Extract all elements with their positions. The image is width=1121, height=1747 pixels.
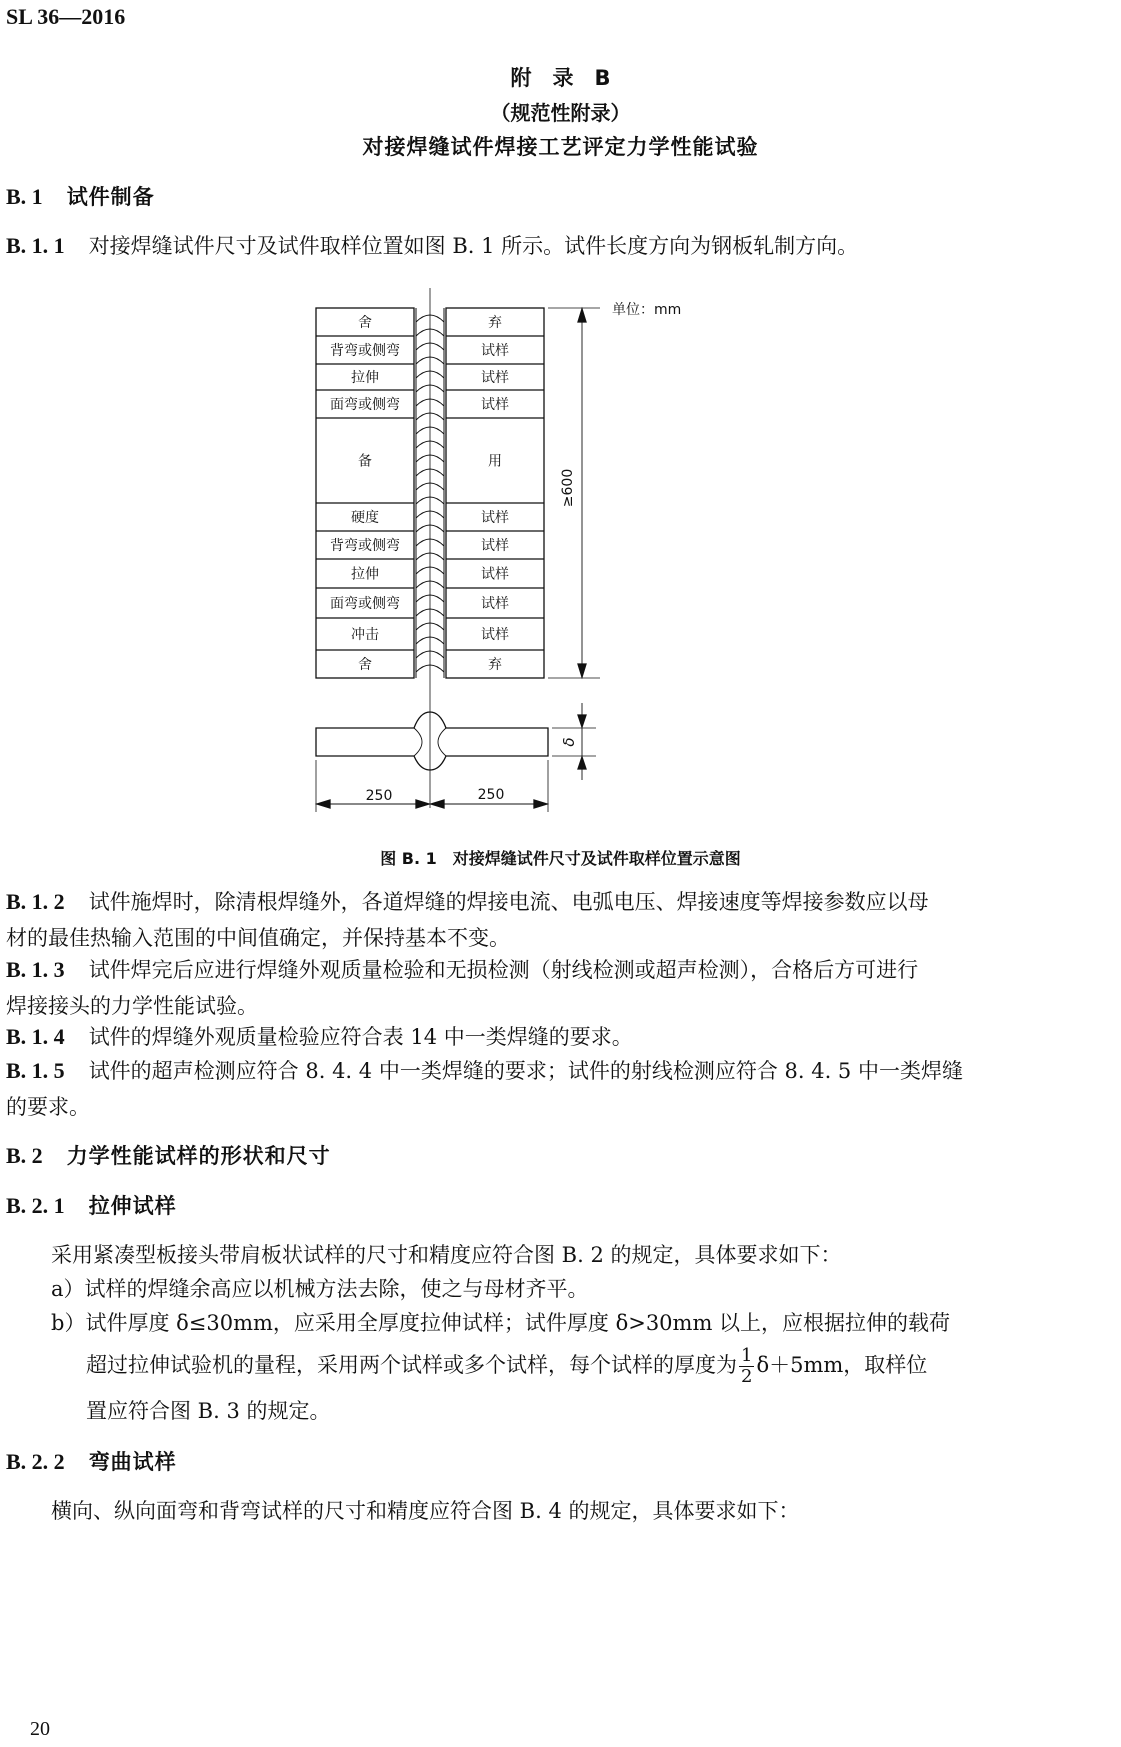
appendix-subtitle: （规范性附录） xyxy=(490,101,631,125)
sample-label-left: 拉伸 xyxy=(351,566,379,583)
bending-intro: 横向、纵向面弯和背弯试样的尺寸和精度应符合图 B. 4 的规定，具体要求如下： xyxy=(51,1499,800,1523)
section-b2-2 xyxy=(6,1446,177,1476)
sample-label-right: 试样 xyxy=(481,343,509,359)
sample-label-right: 试样 xyxy=(481,510,509,526)
clause-b1-5 xyxy=(6,1053,1114,1125)
figure-b1 xyxy=(300,285,720,840)
width-left-dimension: 250 xyxy=(365,788,393,804)
sample-label-left: 面弯或侧弯 xyxy=(330,596,400,612)
sample-label-right: 试样 xyxy=(481,566,509,583)
section-number: B. 2. 1 xyxy=(6,1193,65,1218)
section-title: 力学性能试样的形状和尺寸 xyxy=(66,1144,331,1168)
fraction-one-half xyxy=(739,1346,754,1387)
sample-label-left: 舍 xyxy=(358,315,372,331)
fraction-numerator: 1 xyxy=(741,1345,753,1366)
thickness-dimension: δ xyxy=(560,737,578,747)
clause-text: 试件的焊缝外观质量检验应符合表 14 中一类焊缝的要求。 xyxy=(88,1025,633,1049)
clause-number: B. 1. 5 xyxy=(6,1058,65,1083)
sample-label-right: 试样 xyxy=(481,370,509,386)
clause-text-line2: 材的最佳热输入范围的中间值确定，并保持基本不变。 xyxy=(6,926,510,950)
sample-label-left: 硬度 xyxy=(351,510,379,526)
section-b2-1 xyxy=(6,1190,177,1220)
figure-caption: 图 B. 1 对接焊缝试件尺寸及试件取样位置示意图 xyxy=(380,849,741,868)
clause-number: B. 1. 3 xyxy=(6,957,65,982)
sample-label-right: 用 xyxy=(488,453,502,470)
clause-text-line1: 试件焊完后应进行焊缝外观质量检验和无损检测（射线检测或超声检测），合格后方可进行 xyxy=(88,958,919,982)
clause-text: 对接焊缝试件尺寸及试件取样位置如图 B. 1 所示。试件长度方向为钢板轧制方向。 xyxy=(88,234,859,258)
clause-b1-2 xyxy=(6,884,1114,956)
clause-text-line1: 试件的超声检测应符合 8. 4. 4 中一类焊缝的要求；试件的射线检测应符合 8. 4. 5 中一类焊缝 xyxy=(88,1059,963,1083)
clause-text-line2: 焊接接头的力学性能试验。 xyxy=(6,994,258,1018)
clause-text-line2: 的要求。 xyxy=(6,1095,90,1119)
sample-label-right: 弃 xyxy=(488,657,502,673)
section-number: B. 2 xyxy=(6,1143,43,1168)
clause-text-line1: 试件施焊时，除清根焊缝外，各道焊缝的焊接电流、电弧电压、焊接速度等焊接参数应以母 xyxy=(88,890,929,914)
sample-label-right: 弃 xyxy=(488,315,502,331)
tensile-item-b-text-post: δ＋5mm，取样位 xyxy=(756,1353,928,1377)
length-dimension: ≥600 xyxy=(560,468,576,508)
sample-label-left: 面弯或侧弯 xyxy=(330,397,400,413)
sample-label-left: 备 xyxy=(358,453,372,470)
sample-label-left: 舍 xyxy=(358,657,372,673)
clause-number: B. 1. 4 xyxy=(6,1024,65,1049)
tensile-item-b-line2 xyxy=(86,1346,927,1387)
section-title: 试件制备 xyxy=(66,185,155,209)
section-b2 xyxy=(6,1140,331,1170)
unit-label: 单位：mm xyxy=(612,302,682,318)
section-b1 xyxy=(6,181,155,211)
clause-b1-4 xyxy=(6,1019,1114,1055)
sample-label-right: 试样 xyxy=(481,596,509,612)
sample-label-right: 试样 xyxy=(481,397,509,413)
tensile-item-b-line3: 置应符合图 B. 3 的规定。 xyxy=(86,1399,331,1423)
clause-number: B. 1. 2 xyxy=(6,889,65,914)
sample-label-left: 拉伸 xyxy=(351,370,379,386)
section-number: B. 1 xyxy=(6,184,43,209)
tensile-item-a: a）试样的焊缝余高应以机械方法去除，使之与母材齐平。 xyxy=(51,1277,589,1301)
tensile-item-b-text: 超过拉伸试验机的量程，采用两个试样或多个试样，每个试样的厚度为 xyxy=(86,1353,737,1377)
sample-label-right: 试样 xyxy=(481,627,509,643)
standard-number: SL 36—2016 xyxy=(6,4,126,29)
tensile-intro: 采用紧凑型板接头带肩板状试样的尺寸和精度应符合图 B. 2 的规定，具体要求如下： xyxy=(51,1243,842,1267)
section-number: B. 2. 2 xyxy=(6,1449,65,1474)
appendix-heading: 对接焊缝试件焊接工艺评定力学性能试验 xyxy=(362,135,759,159)
clause-b1-1 xyxy=(6,228,858,264)
clause-number: B. 1. 1 xyxy=(6,233,65,258)
section-title: 拉伸试样 xyxy=(88,1194,177,1218)
tensile-item-b-line1: b）试件厚度 δ≤30mm，应采用全厚度拉伸试样；试件厚度 δ>30mm 以上，应根据拉伸的载荷 xyxy=(51,1311,951,1335)
sample-label-right: 试样 xyxy=(481,538,509,554)
sample-label-left: 背弯或侧弯 xyxy=(330,343,400,359)
sample-label-left: 冲击 xyxy=(351,627,379,643)
appendix-title: 附 录 B xyxy=(510,66,611,90)
clause-b1-3 xyxy=(6,952,1114,1024)
sample-label-left: 背弯或侧弯 xyxy=(330,538,400,554)
page-number: 20 xyxy=(30,1718,50,1740)
width-right-dimension: 250 xyxy=(477,787,505,803)
fraction-denominator: 2 xyxy=(741,1366,753,1387)
section-title: 弯曲试样 xyxy=(88,1450,177,1474)
